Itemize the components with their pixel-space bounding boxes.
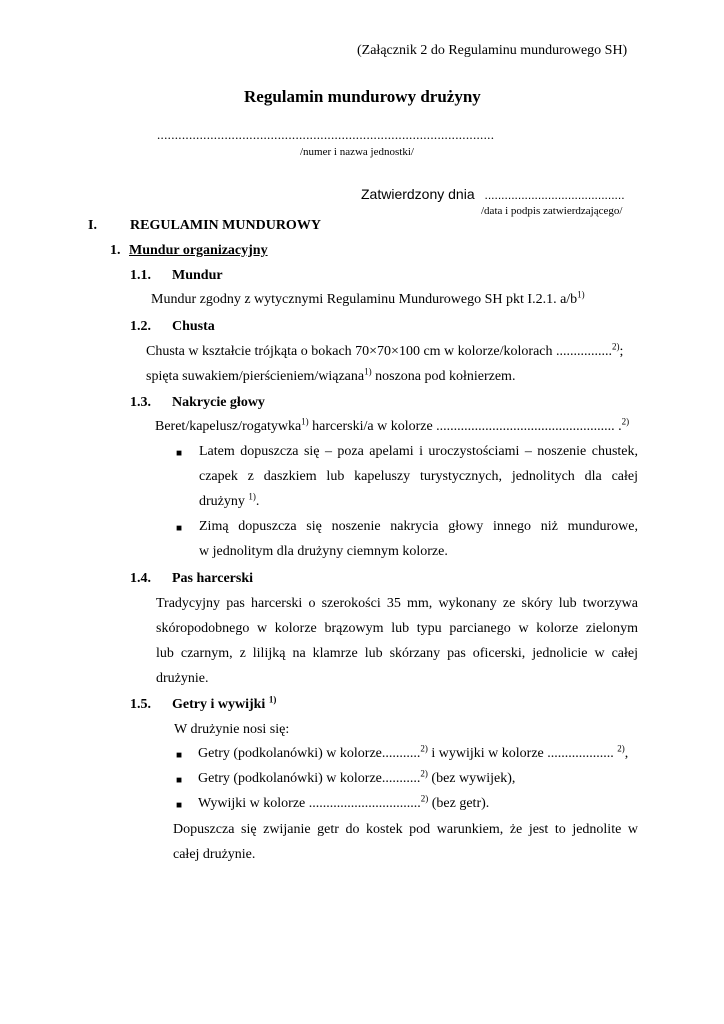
footnote-ref: 2) [420,768,428,779]
nakrycie-bullet-2-line-1: Zimą dopuszcza się noszenie nakrycia głowy innego niż mundurowe, [199,519,638,534]
approval-caption: /data i podpis zatwierdzającego/ [481,205,623,217]
bullet-square-icon: ■ [176,448,183,459]
section-title: REGULAMIN MUNDUROWY [130,218,321,233]
item-title: Pas harcerski [172,571,254,586]
footnote-ref: 1) [364,366,372,377]
text-run: Getry (podkolanówki) w kolorze........... [198,746,421,761]
annex-note: (Załącznik 2 do Regulaminu mundurowego SH) [357,43,628,58]
getry-bullet-3 [198,793,490,812]
mundur-text [151,289,585,308]
text-run: Chusta w kształcie trójkąta o bokach 70×70×100 cm w kolorze/kolorach ................ [146,344,613,359]
item-title: Mundur [172,268,223,283]
pas-line-1: Tradycyjny pas harcerski o szerokości 35 mm, wykonany ze skóry lub tworzywa [156,596,638,611]
text-run: harcerski/a w kolorze ................................................... . [308,419,622,434]
item-title [172,694,277,713]
nakrycie-bullet-1-line-1: Latem dopuszcza się – poza apelami i uroczystościami – noszenie chustek, [199,444,638,459]
nakrycie-bullet-2-line-2: w jednolitym dla drużyny ciemnym kolorze. [199,544,448,559]
approval-date-field: .......................................... [484,188,625,202]
text-run: i wywijki w kolorze ................... [427,746,614,761]
text-run: Mundur zgodny z wytycznymi Regulaminu Mundurowego SH pkt I.2.1. a/b [151,292,578,307]
chusta-line-2 [146,366,516,385]
text-run: Getry i wywijki [172,697,266,712]
footnote-ref: 1) [268,694,277,705]
bullet-square-icon: ■ [176,523,183,534]
text-run: . [255,494,260,509]
item-number: 1.3. [130,395,151,410]
text-run: Getry (podkolanówki) w kolorze........... [198,771,421,786]
bullet-square-icon: ■ [176,750,183,761]
footnote-ref: 1) [301,416,309,427]
getry-bullet-1 [198,743,629,762]
text-run: spięta suwakiem/pierścieniem/wiązana [146,369,365,384]
nakrycie-bullet-1-line-2: czapek z daszkiem lub kapeluszy turystycznych, jednolitych dla całej [199,469,638,484]
text-run: noszona pod kołnierzem. [371,369,516,384]
pas-line-4: drużynie. [156,671,209,686]
footnote-ref: 2) [420,743,428,754]
text-run: (bez getr). [428,796,490,811]
nakrycie-bullet-1-line-3 [199,491,260,510]
item-number: 1.2. [130,319,151,334]
text-run: Beret/kapelusz/rogatywka [155,419,302,434]
getry-bullet-2 [198,768,516,787]
approval-label: Zatwierdzony dnia [361,186,475,202]
unit-name-field: ............................................................................................... [157,127,495,142]
item-number: 1.4. [130,571,151,586]
text-run: Wywijki w kolorze ................................ [198,796,421,811]
footnote-ref: 1) [248,491,256,502]
item-title: Nakrycie głowy [172,395,265,410]
text-run: drużyny [199,494,245,509]
page-title: Regulamin mundurowy drużyny [244,87,481,106]
pas-line-2: skóropodobnego w kolorze brązowym lub typu parcianego w kolorze zielonym [156,621,638,636]
footnote-ref: 2) [612,341,620,352]
footnote-ref: 2) [617,743,625,754]
item-title: Chusta [172,319,215,334]
unit-name-caption: /numer i nazwa jednostki/ [300,146,414,158]
subsection-title: Mundur organizacyjny [129,243,268,258]
footnote-ref: 1) [577,289,585,300]
section-number: I. [88,218,97,233]
text-run: (bez wywijek), [427,771,516,786]
item-number: 1.5. [130,697,151,712]
approval-line [361,186,625,202]
subsection-number: 1. [110,243,121,258]
text-run: , [624,746,629,761]
chusta-line-1 [146,341,624,360]
item-number: 1.1. [130,268,151,283]
pas-line-3: lub czarnym, z lilijką na klamrze lub skórzany pas oficerski, jednolicie w całej [156,646,638,661]
text-run: ; [619,344,624,359]
footnote-ref: 2) [420,793,429,804]
getry-intro: W drużynie nosi się: [174,722,290,737]
footnote-ref: 2) [621,416,630,427]
bullet-square-icon: ■ [176,775,183,786]
getry-outro-line-1: Dopuszcza się zwijanie getr do kostek pod warunkiem, że jest to jednolite w [173,822,638,837]
getry-outro-line-2: całej drużynie. [173,847,256,862]
nakrycie-line-1 [155,416,630,435]
bullet-square-icon: ■ [176,800,183,811]
